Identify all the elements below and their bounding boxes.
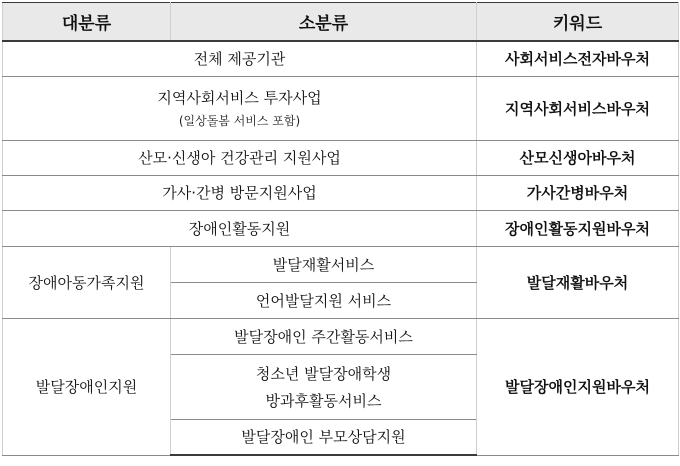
header-keyword: 키워드 (477, 3, 679, 42)
keyword-table (2, 2, 679, 456)
group-2-minor-2-line-1: 청소년 발달장애학생 (255, 364, 392, 383)
group-2-minor-2-line-2: 방과후활동서비스 (265, 391, 382, 410)
row-4-keyword: 가사간병바우처 (477, 175, 679, 210)
table-row (3, 210, 679, 246)
row-1-label: 전체 제공기관 (3, 41, 477, 76)
group-2-minor-1: 발달장애인 주간활동서비스 (171, 318, 477, 354)
row-2-label: 지역사회서비스 투자사업 (157, 89, 322, 107)
table-row (3, 318, 679, 354)
row-2-cell (3, 76, 477, 140)
group-2-minor-2-cell (171, 354, 477, 419)
table-row (3, 175, 679, 210)
row-2-note: (일상돌봄 서비스 포함) (178, 114, 301, 128)
header-major: 대분류 (3, 3, 171, 42)
row-4-label: 가사·간병 방문지원사업 (3, 175, 477, 210)
row-2-keyword: 지역사회서비스바우처 (477, 76, 679, 140)
table-row (3, 76, 679, 140)
group-2-keyword: 발달장애인지원바우처 (477, 318, 679, 455)
row-3-keyword: 산모신생아바우처 (477, 140, 679, 175)
row-5-keyword: 장애인활동지원바우처 (477, 210, 679, 246)
table-row (3, 41, 679, 76)
group-1-major: 장애아동가족지원 (3, 246, 171, 318)
table-row (3, 140, 679, 175)
group-1-keyword: 발달재활바우처 (477, 246, 679, 318)
header-minor: 소분류 (171, 3, 477, 42)
group-1-minor-1: 발달재활서비스 (171, 246, 477, 282)
row-5-label: 장애인활동지원 (3, 210, 477, 246)
table-row (3, 246, 679, 282)
group-2-minor-3: 발달장애인 부모상담지원 (171, 419, 477, 455)
header-row (3, 3, 679, 42)
group-2-major: 발달장애인지원 (3, 318, 171, 455)
row-1-keyword: 사회서비스전자바우처 (477, 41, 679, 76)
row-3-label: 산모·신생아 건강관리 지원사업 (3, 140, 477, 175)
group-1-minor-2: 언어발달지원 서비스 (171, 282, 477, 318)
